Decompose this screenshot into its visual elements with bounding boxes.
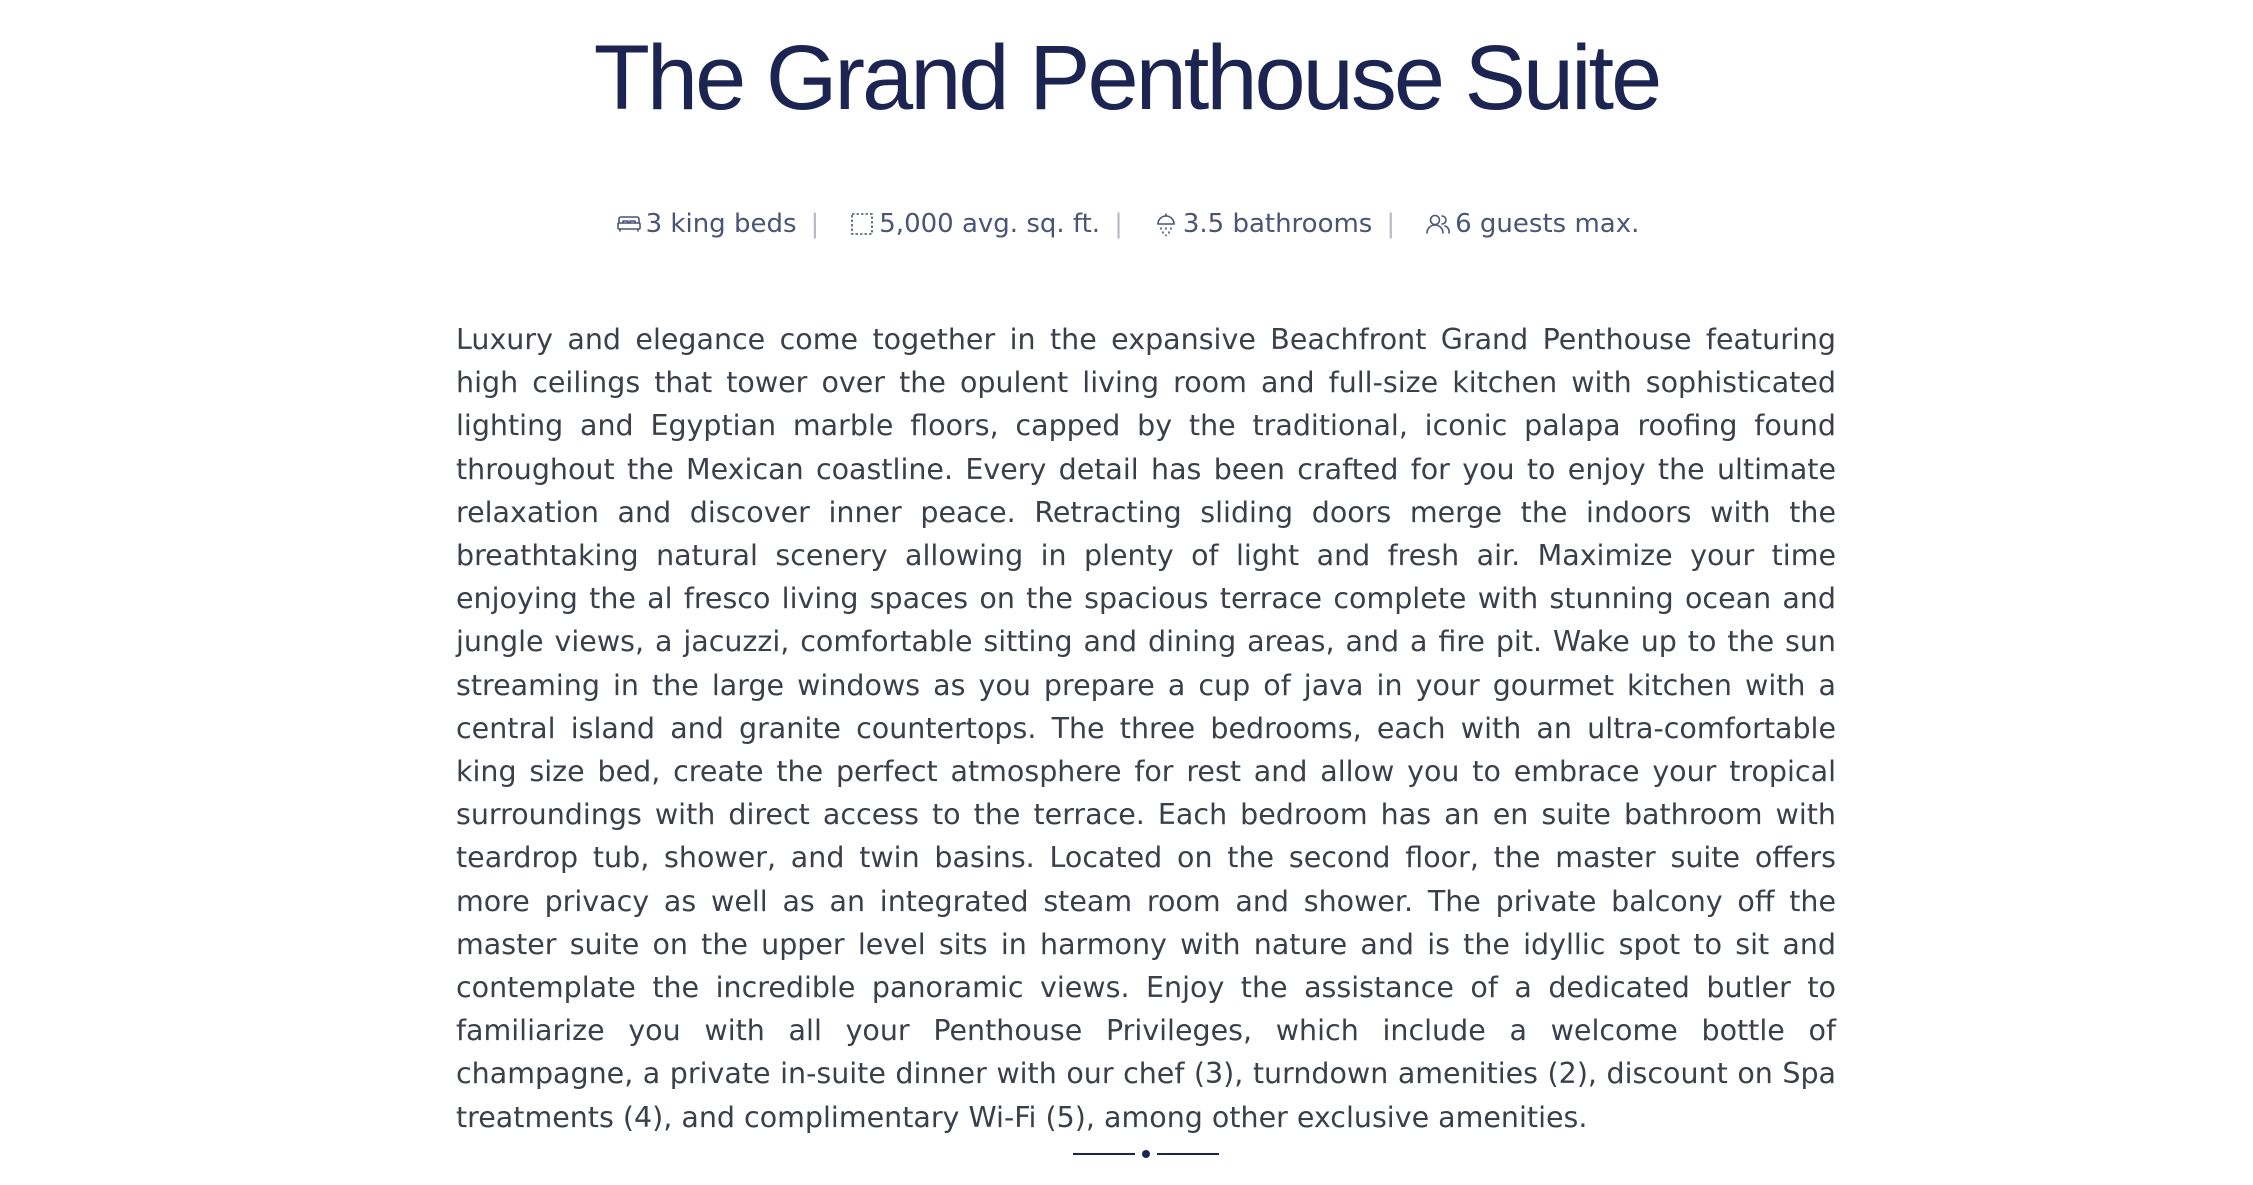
ornament-divider-icon [1073,1146,1219,1162]
bed-icon [614,209,644,239]
spec-bathrooms-label: 3.5 bathrooms [1182,209,1373,239]
floor-area-icon [847,209,877,239]
shower-icon [1151,209,1181,239]
guests-icon [1423,209,1453,239]
room-specs [0,204,2253,244]
spec-guests [1423,204,1639,244]
spec-separator: | [1386,209,1396,239]
spec-area-label: 5,000 avg. sq. ft. [879,209,1101,239]
page-title: The Grand Penthouse Suite [593,27,1660,129]
spec-separator: | [810,209,820,239]
room-description: Luxury and elegance come together in the expansive Beachfront Grand Penthouse featuring high ceilings that tower over the opulent living room and full-size kitchen with sophisticated lighting and Egyptian marble floors, capped by the traditional, iconic palapa roofing found throughout the Mexican coastline. Every detail has been crafted for you to enjoy the ultimate relaxation and discover inner peace. Retracting sliding doors merge the indoors with the breathtaking natural scenery allowing in plenty of light and fresh air. Maximize your time enjoying the al fresco living spaces on the spacious terrace complete with stunning ocean and jungle views, a jacuzzi, comfortable sitting and dining areas, and a fire pit. Wake up to the sun streaming in the large windows as you prepare a cup of java in your gourmet kitchen with a central island and granite countertops. The three bedrooms, each with an ultra-comfortable king size bed, create the perfect atmosphere for rest and allow you to embrace your tropical surroundings with direct access to the terrace. Each bedroom has an en suite bathroom with teardrop tub, shower, and twin basins. Located on the second floor, the master suite offers more privacy as well as an integrated steam room and shower. The private balcony off the master suite on the upper level sits in harmony with nature and is the idyllic spot to sit and contemplate the incredible panoramic views. Enjoy the assistance of a dedicated butler to familiarize you with all your Penthouse Privileges, which include a welcome bottle of champagne, a private in-suite dinner with our chef (3), turndown amenities (2), discount on Spa treatments (4), and complimentary Wi-Fi (5), among other exclusive amenities. [456,323,1836,1134]
spec-beds [614,204,797,244]
spec-separator: | [1114,209,1123,239]
spec-area [847,204,1100,244]
spec-guests-label: 6 guests max. [1455,209,1640,239]
spec-beds-label: 3 king beds [645,209,797,239]
spec-bathrooms [1151,204,1373,244]
